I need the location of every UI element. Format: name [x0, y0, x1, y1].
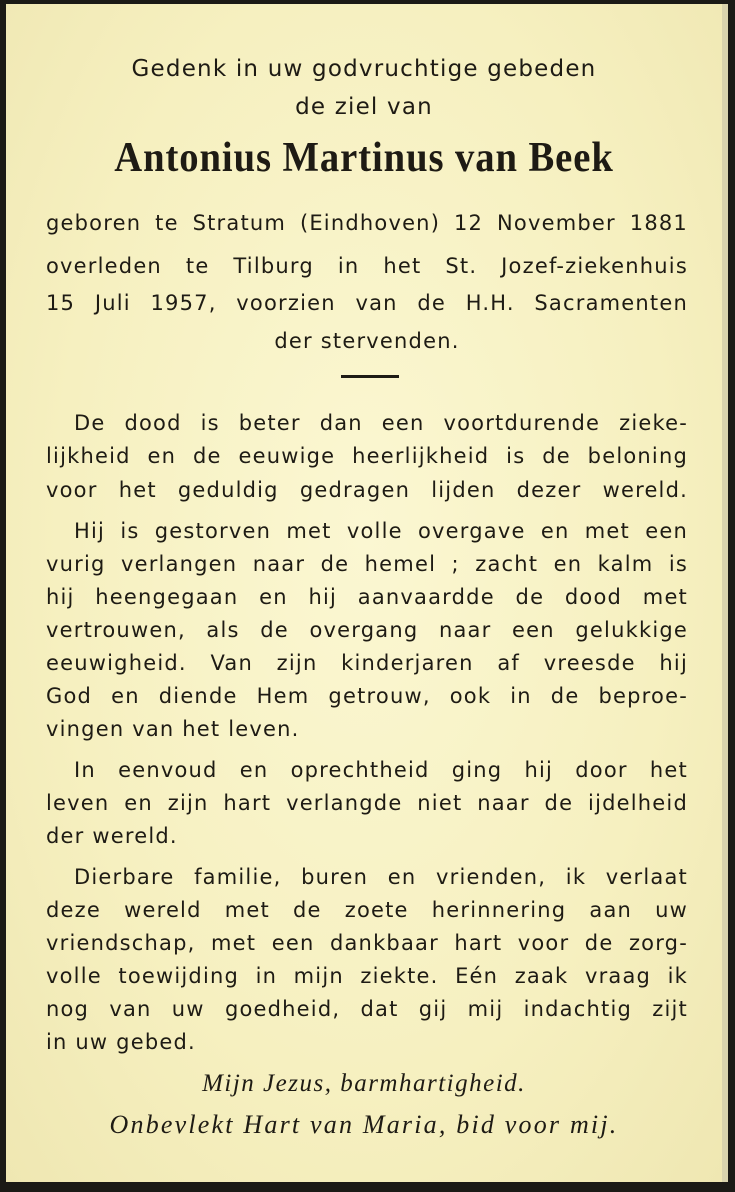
closing-prayer-1: Mijn Jezus, barmhartigheid.	[202, 1070, 526, 1097]
paragraph-1-line: De dood is beter dan een voortdurende zieke-	[74, 411, 688, 435]
paragraph-4-line: volle toewijding in mijn ziekte. Eén zaak vraag ik	[46, 964, 688, 988]
paragraph-2-line: God en diende Hem getrouw, ook in de beproe-	[46, 684, 688, 708]
paragraph-4-line: in uw gebed.	[46, 1030, 196, 1054]
paragraph-2-line: hij heengegaan en hij aanvaardde de dood met	[46, 585, 688, 609]
paragraph-4-line: deze wereld met de zoete herinnering aan uw	[46, 898, 688, 922]
paragraph-1-line: lijkheid en de eeuwige heerlijkheid is de beloning	[46, 444, 688, 468]
paragraph-3-line: leven en zijn hart verlangde niet naar de ijdelheid	[46, 791, 688, 815]
intro-line-1: Gedenk in uw godvruchtige gebeden	[131, 56, 597, 82]
divider-rule	[341, 375, 399, 378]
paragraph-2-line: vingen van het leven.	[46, 717, 300, 741]
intro-line-2: de ziel van	[295, 94, 433, 120]
bio-line-1: geboren te Stratum (Eindhoven) 12 November 1881	[46, 211, 688, 235]
paragraph-4-line: vriendschap, met een dankbaar hart voor de zorg-	[46, 931, 688, 955]
paragraph-2-line: vertrouwen, als de overgang naar een gelukkige	[46, 618, 688, 642]
bio-line-2: overleden te Tilburg in het St. Jozef-ziekenhuis	[46, 254, 688, 278]
memorial-card	[6, 4, 722, 1182]
paragraph-2-line: Hij is gestorven met volle overgave en met een	[74, 519, 688, 543]
deceased-name: Antonius Martinus van Beek	[114, 135, 614, 181]
closing-prayer-2: Onbevlekt Hart van Maria, bid voor mij.	[109, 1110, 619, 1139]
paragraph-2-line: eeuwigheid. Van zijn kinderjaren af vreesde hij	[46, 651, 688, 675]
paragraph-1-line: voor het geduldig gedragen lijden dezer wereld.	[46, 478, 688, 502]
bio-line-4: der stervenden.	[274, 329, 460, 353]
paragraph-4-line: Dierbare familie, buren en vrienden, ik verlaat	[74, 865, 688, 889]
paragraph-3-line: der wereld.	[46, 824, 178, 848]
paragraph-3-line: In eenvoud en oprechtheid ging hij door het	[74, 758, 688, 782]
paragraph-2-line: vurig verlangen naar de hemel ; zacht en kalm is	[46, 552, 688, 576]
bio-line-3: 15 Juli 1957, voorzien van de H.H. Sacramenten	[46, 291, 688, 315]
paragraph-4-line: nog van uw goedheid, dat gij mij indachtig zijt	[46, 997, 688, 1021]
